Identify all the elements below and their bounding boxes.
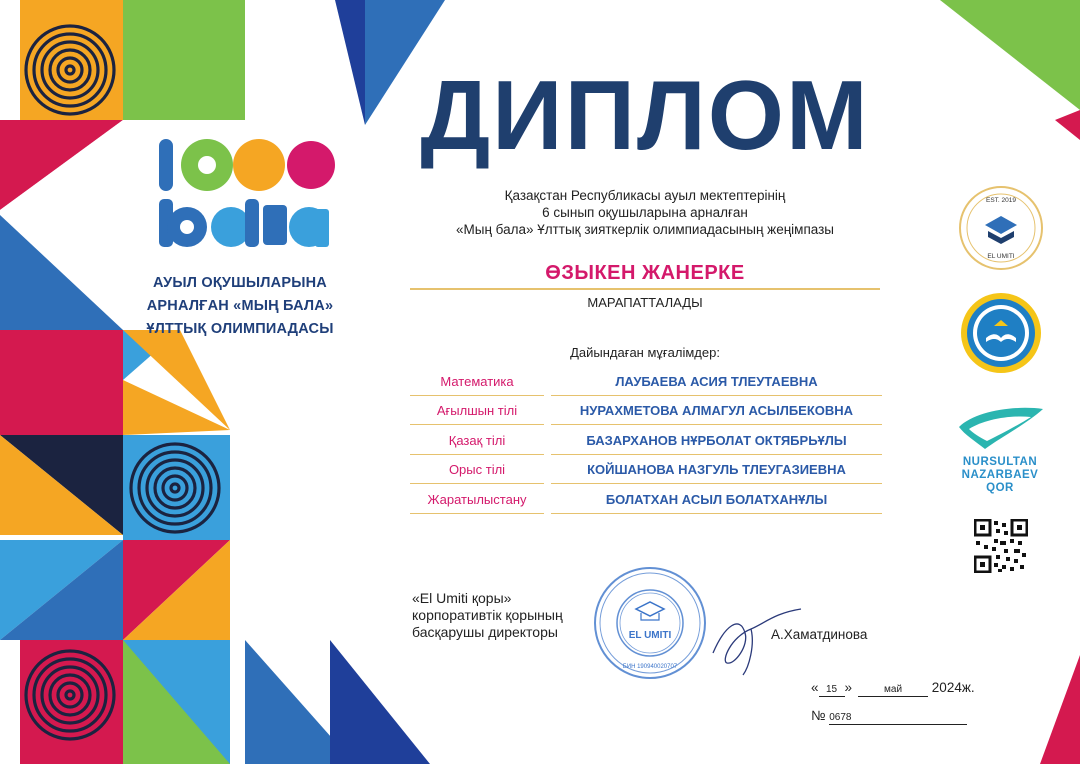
teacher-subject: Математика bbox=[410, 369, 544, 396]
el-umiti-badge bbox=[958, 185, 1044, 271]
teacher-name: ЛАУБАЕВА АСИЯ ТЛЕУТАЕВНА bbox=[551, 369, 882, 396]
teacher-subject: Ағылшын тілі bbox=[410, 398, 544, 425]
stamp-bin-text: БИН 190940020707 bbox=[622, 664, 678, 670]
nursultan-line: NAZARBAEV bbox=[961, 469, 1039, 481]
teacher-row bbox=[410, 369, 882, 395]
teacher-row bbox=[410, 398, 882, 424]
bottom-right-triangle bbox=[1040, 655, 1080, 764]
teachers-heading: Дайындаған мұғалімдер: bbox=[570, 345, 720, 360]
olympiad-name-line: АРНАЛҒАН «МЫҢ БАЛА» bbox=[146, 298, 334, 314]
stamp-center-text: EL UMITI bbox=[628, 630, 672, 641]
number-value: 0678 bbox=[829, 712, 967, 725]
winner-underline bbox=[410, 288, 880, 290]
svg-text:1000: 1000 bbox=[155, 133, 158, 134]
nursultan-line: NURSULTAN bbox=[962, 456, 1038, 468]
organization-stamp bbox=[592, 565, 708, 681]
teacher-subject: Орыс тілі bbox=[410, 457, 544, 484]
signer-line: корпоративтік қорының bbox=[412, 607, 563, 623]
number-prefix: № bbox=[811, 708, 826, 723]
teacher-name: НУРАХМЕТОВА АЛМАГУЛ АСЫЛБЕКОВНА bbox=[551, 398, 882, 425]
intro-line: «Мың бала» Ұлттық зияткерлік олимпиадасының жеңімпазы bbox=[455, 222, 835, 237]
intro-line: Қазақстан Республикасы ауыл мектептерінің bbox=[504, 188, 786, 203]
issue-date bbox=[811, 679, 975, 697]
date-close-quote: » bbox=[844, 680, 853, 695]
olympiad-name-line: ҰЛТТЫҚ ОЛИМПИАДАСЫ bbox=[146, 321, 334, 337]
teacher-row bbox=[410, 457, 882, 483]
teacher-name: БОЛАТХАН АСЫЛ БОЛАТХАНҰЛЫ bbox=[551, 487, 882, 514]
qr-code-icon bbox=[974, 519, 1028, 573]
top-right-triangles bbox=[940, 0, 1080, 140]
olympiad-name-line: АУЫЛ ОҚУШЫЛАРЫНА bbox=[153, 275, 327, 291]
teacher-row bbox=[410, 487, 882, 513]
winner-name: ӨЗЫКЕН ЖАНЕРКЕ bbox=[545, 262, 745, 284]
teacher-subject: Қазақ тілі bbox=[410, 428, 544, 455]
date-day: 15 bbox=[819, 684, 845, 697]
intro-line: 6 сынып оқушыларына арналған bbox=[542, 205, 748, 220]
diploma-number bbox=[811, 707, 967, 725]
diploma-title: ДИПЛОМ bbox=[420, 60, 870, 170]
signer-line: «El Umiti қоры» bbox=[412, 590, 512, 606]
mynbala-logo bbox=[155, 133, 335, 251]
teacher-name: БАЗАРХАНОВ НҰРБОЛАТ ОКТЯБРЬҰЛЫ bbox=[551, 428, 882, 455]
left-geometric-mosaic bbox=[0, 0, 245, 764]
nursultan-foundation-name bbox=[955, 456, 1045, 495]
badge-est-text: EST. 2019 bbox=[986, 197, 1016, 204]
teacher-subject: Жаратылыстану bbox=[410, 487, 544, 514]
graduation-cap-icon bbox=[636, 602, 664, 616]
badge-el-umiti-text: EL UMITI bbox=[987, 253, 1015, 260]
olympiad-name bbox=[130, 272, 350, 341]
teacher-row bbox=[410, 428, 882, 454]
signer-title bbox=[412, 590, 612, 641]
signer-name: А.Хаматдинова bbox=[771, 627, 868, 642]
signer-line: басқарушы директоры bbox=[412, 624, 558, 640]
awarded-text: МАРАПАТТАЛАДЫ bbox=[587, 295, 703, 310]
teacher-name: КОЙШАНОВА НАЗГУЛЬ ТЛЕУГАЗИЕВНА bbox=[551, 457, 882, 484]
diploma-intro bbox=[410, 187, 880, 238]
nursultan-line: QOR bbox=[986, 482, 1014, 494]
education-seal-badge bbox=[960, 292, 1042, 374]
bottom-dark-triangle bbox=[330, 640, 430, 764]
date-open-quote: « bbox=[811, 680, 819, 695]
date-year: 2024ж. bbox=[931, 680, 975, 695]
date-month: май bbox=[858, 684, 928, 697]
nursultan-foundation-logo bbox=[955, 405, 1045, 453]
